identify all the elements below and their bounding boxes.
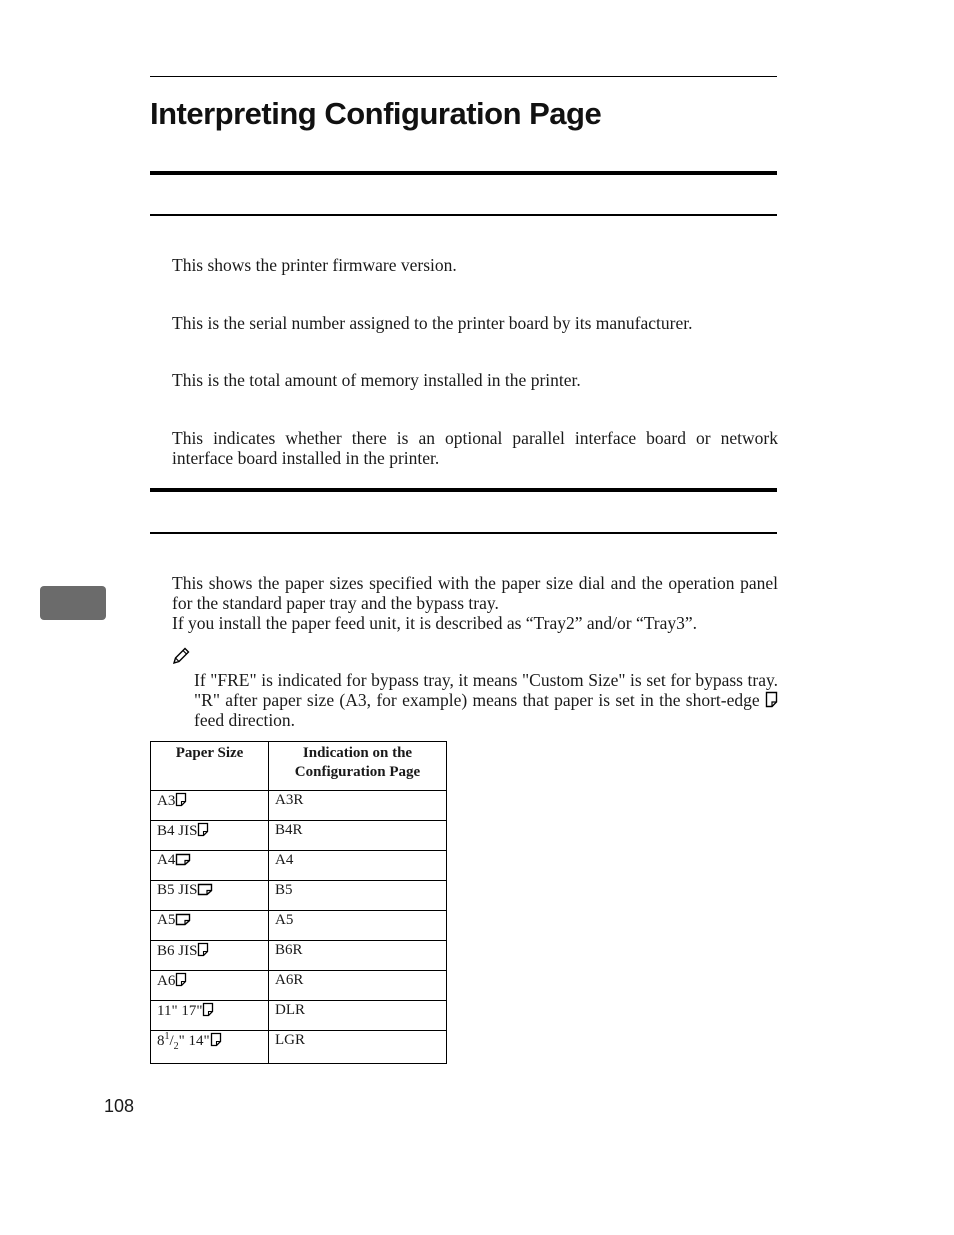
page-number: 108 — [104, 1096, 135, 1116]
interface-description: This indicates whether there is an optional parallel interface board or network interface board installed in the printer. — [172, 428, 778, 468]
paper-size-table — [150, 741, 447, 1064]
paper-size-cell — [151, 911, 269, 941]
paper-size-label: A3 — [157, 793, 176, 809]
bypass-note — [194, 670, 778, 730]
table-header-paper-size: Paper Size — [151, 742, 269, 791]
paper-size-cell — [151, 791, 269, 821]
paper-size-cell — [151, 1001, 269, 1031]
serial-description: This is the serial number assigned to the printer board by its manufacturer. — [172, 313, 693, 333]
paper-portrait-icon — [765, 691, 778, 708]
table-row — [151, 1001, 447, 1031]
paper-portrait-icon — [197, 822, 209, 837]
section-rule-thin-1 — [150, 214, 777, 216]
section-rule-thick-2 — [150, 488, 777, 492]
paper-portrait-icon — [210, 1032, 222, 1047]
paper-size-cell — [151, 821, 269, 851]
indication-cell: A3R — [269, 791, 447, 821]
paper-size-label: A5 — [157, 912, 176, 928]
note-tail-text: feed direction. — [194, 710, 296, 730]
table-header-indication: Indication on the Configuration Page — [269, 742, 447, 791]
paper-size-cell — [151, 881, 269, 911]
paper-portrait-icon — [197, 942, 209, 957]
paper-size-cell — [151, 1031, 269, 1064]
table-row — [151, 911, 447, 941]
indication-cell: A4 — [269, 851, 447, 881]
paper-size-label: A6 — [157, 973, 176, 989]
table-row — [151, 971, 447, 1001]
section-rule-thick-1 — [150, 171, 777, 175]
paper-size-label: A4 — [157, 852, 176, 868]
paper-landscape-icon — [175, 913, 191, 926]
indication-cell: B5 — [269, 881, 447, 911]
paper-size-cell — [151, 941, 269, 971]
indication-cell: LGR — [269, 1031, 447, 1064]
paper-size-label: $8^1/_2$" 14" — [157, 1031, 210, 1052]
paper-size-label: B5 JIS — [157, 882, 198, 898]
paper-landscape-icon — [175, 853, 191, 866]
table-row — [151, 881, 447, 911]
paper-portrait-icon — [175, 792, 187, 807]
memory-description: This is the total amount of memory installed in the printer. — [172, 370, 581, 390]
table-row — [151, 941, 447, 971]
note-main-text: If "FRE" is indicated for bypass tray, it means "Custom Size" is set for bypass tray. "R" after paper size (A3, for example) means that paper is set in the short-edge — [194, 670, 778, 710]
page-title: Interpreting Configuration Page — [150, 96, 602, 131]
indication-cell: A5 — [269, 911, 447, 941]
table-row — [151, 1031, 447, 1064]
paper-landscape-icon — [197, 883, 213, 896]
firmware-description: This shows the printer firmware version. — [172, 255, 457, 275]
paper-size-cell — [151, 851, 269, 881]
paper-size-description: This shows the paper sizes specified with the paper size dial and the operation panel for the standard paper tray and the bypass tray. — [172, 573, 778, 613]
paper-size-label: B4 JIS — [157, 823, 198, 839]
paper-portrait-icon — [202, 1002, 214, 1017]
indication-cell: B6R — [269, 941, 447, 971]
section-rule-thin-2 — [150, 532, 777, 534]
paper-size-cell — [151, 971, 269, 1001]
indication-cell: B4R — [269, 821, 447, 851]
paper-size-label: B6 JIS — [157, 943, 198, 959]
table-row — [151, 791, 447, 821]
table-row — [151, 851, 447, 881]
indication-cell: A6R — [269, 971, 447, 1001]
tray-description: If you install the paper feed unit, it is described as “Tray2” and/or “Tray3”. — [172, 613, 698, 633]
chapter-tab — [40, 586, 106, 620]
paper-size-label: 11" 17" — [157, 1003, 203, 1019]
table-row — [151, 821, 447, 851]
paper-portrait-icon — [175, 972, 187, 987]
pencil-note-icon — [171, 646, 191, 666]
top-rule — [150, 76, 777, 77]
indication-cell: DLR — [269, 1001, 447, 1031]
